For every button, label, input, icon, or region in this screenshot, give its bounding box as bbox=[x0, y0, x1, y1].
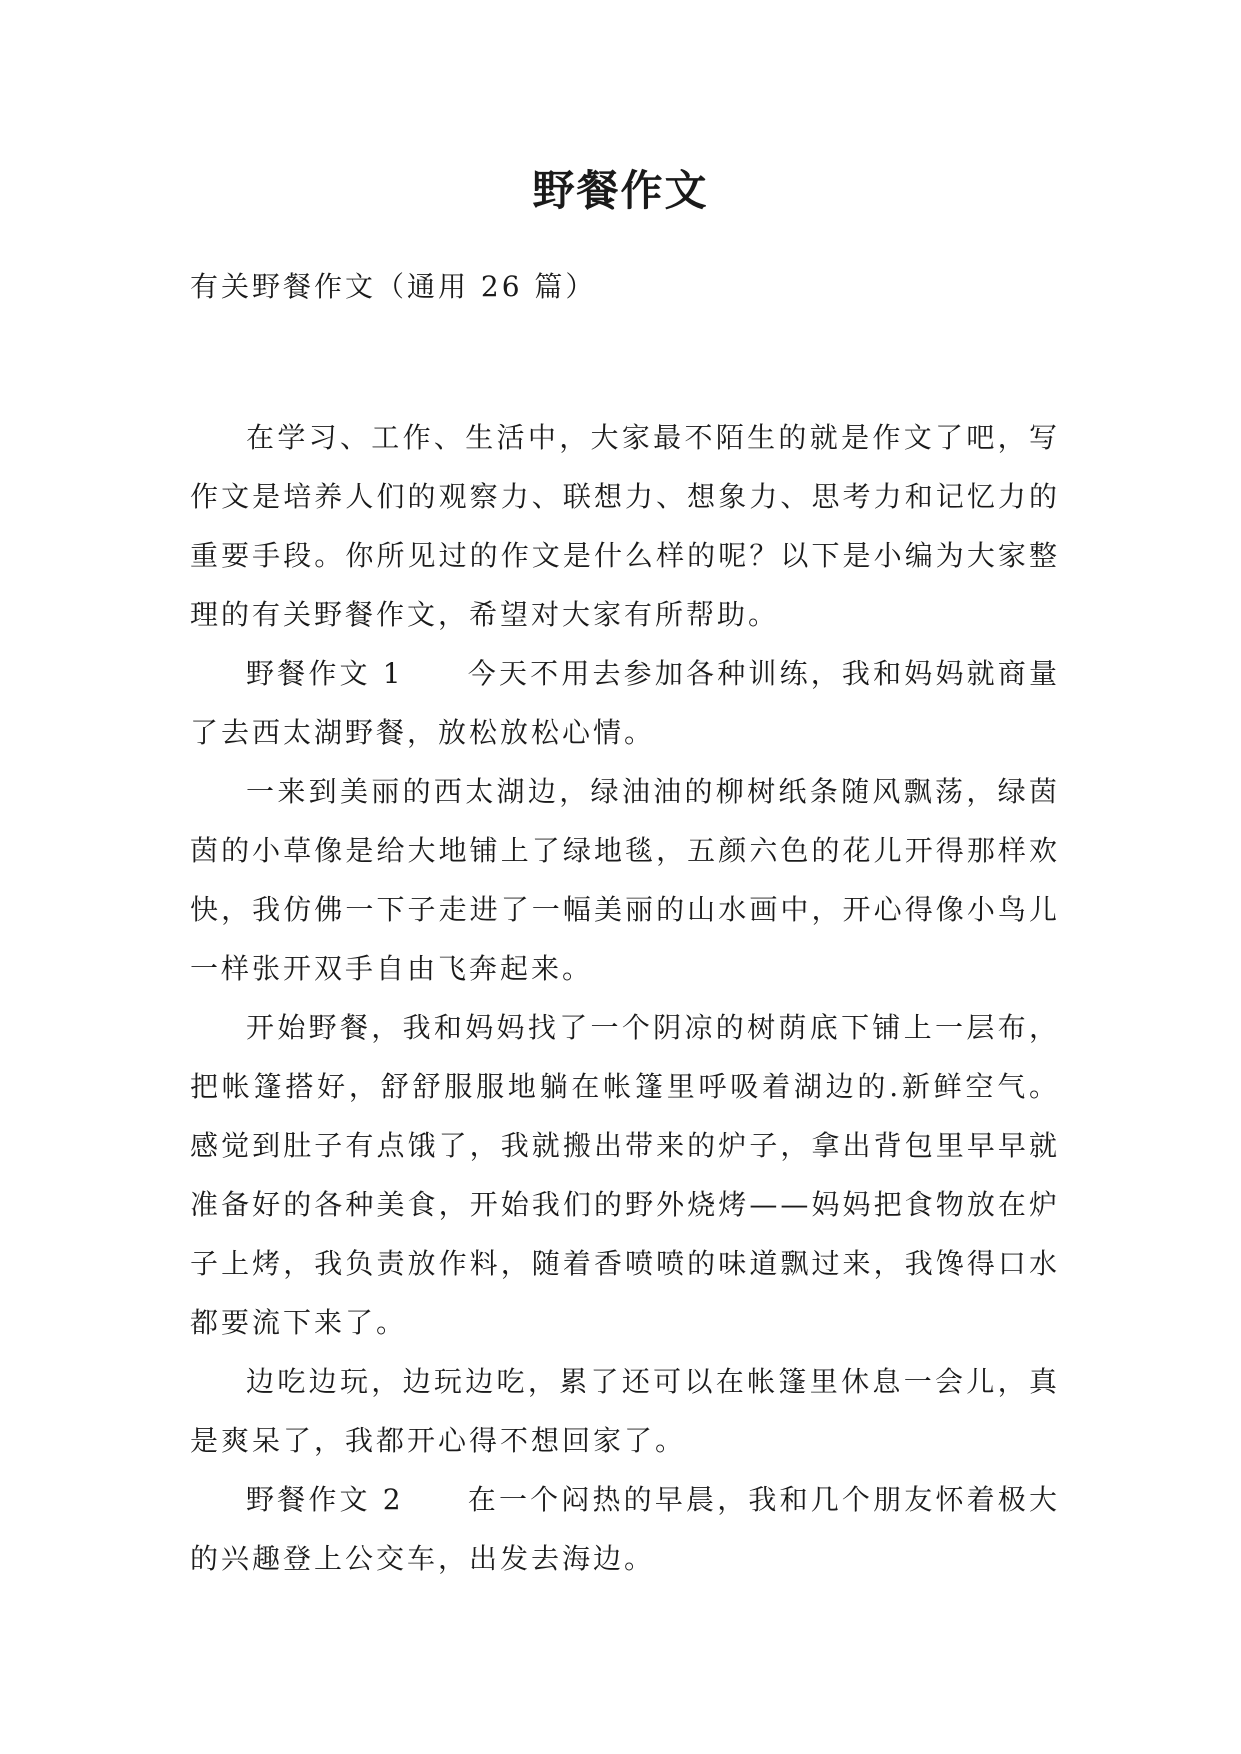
document-subtitle: 有关野餐作文（通用 26 篇） bbox=[190, 270, 597, 303]
paragraph-text: 今天不用去参加各种训练，我和妈妈就商量了去西太湖野餐，放松放松心情。 bbox=[190, 657, 1060, 749]
essay-heading: 野餐作文 1 bbox=[246, 657, 404, 690]
paragraph-text: 边吃边玩，边玩边吃，累了还可以在帐篷里休息一会儿，真是爽呆了，我都开心得不想回家了。 bbox=[190, 1365, 1060, 1457]
paragraph-text: 在一个闷热的早晨，我和几个朋友怀着极大的兴趣登上公交车，出发去海边。 bbox=[190, 1483, 1060, 1575]
paragraph-text: 开始野餐，我和妈妈找了一个阴凉的树荫底下铺上一层布，把帐篷搭好，舒舒服服地躺在帐篷里呼吸着湖边的.新鲜空气。感觉到肚子有点饿了，我就搬出带来的炉子，拿出背包里早早就准备好的各种美食，开始我们的野外烧烤——妈妈把食物放在炉子上烤，我负责放作料，随着香喷喷的味道飘过来，我馋得口水都要流下来了。 bbox=[190, 1011, 1060, 1339]
paragraph-intro bbox=[190, 408, 1060, 644]
paragraph bbox=[190, 762, 1060, 998]
document-title: 野餐作文 bbox=[532, 166, 709, 215]
document-body bbox=[190, 408, 1060, 1588]
paragraph-text: 在学习、工作、生活中，大家最不陌生的就是作文了吧，写作文是培养人们的观察力、联想力、想象力、思考力和记忆力的重要手段。你所见过的作文是什么样的呢？以下是小编为大家整理的有关野餐作文，希望对大家有所帮助。 bbox=[190, 421, 1060, 631]
paragraph-essay-1-start bbox=[190, 644, 1060, 762]
paragraph-text: 一来到美丽的西太湖边，绿油油的柳树纸条随风飘荡，绿茵茵的小草像是给大地铺上了绿地毯，五颜六色的花儿开得那样欢快，我仿佛一下子走进了一幅美丽的山水画中，开心得像小鸟儿一样张开双手自由飞奔起来。 bbox=[190, 775, 1060, 985]
essay-heading: 野餐作文 2 bbox=[246, 1483, 404, 1516]
paragraph bbox=[190, 998, 1060, 1352]
paragraph-essay-2-start bbox=[190, 1470, 1060, 1588]
paragraph bbox=[190, 1352, 1060, 1470]
